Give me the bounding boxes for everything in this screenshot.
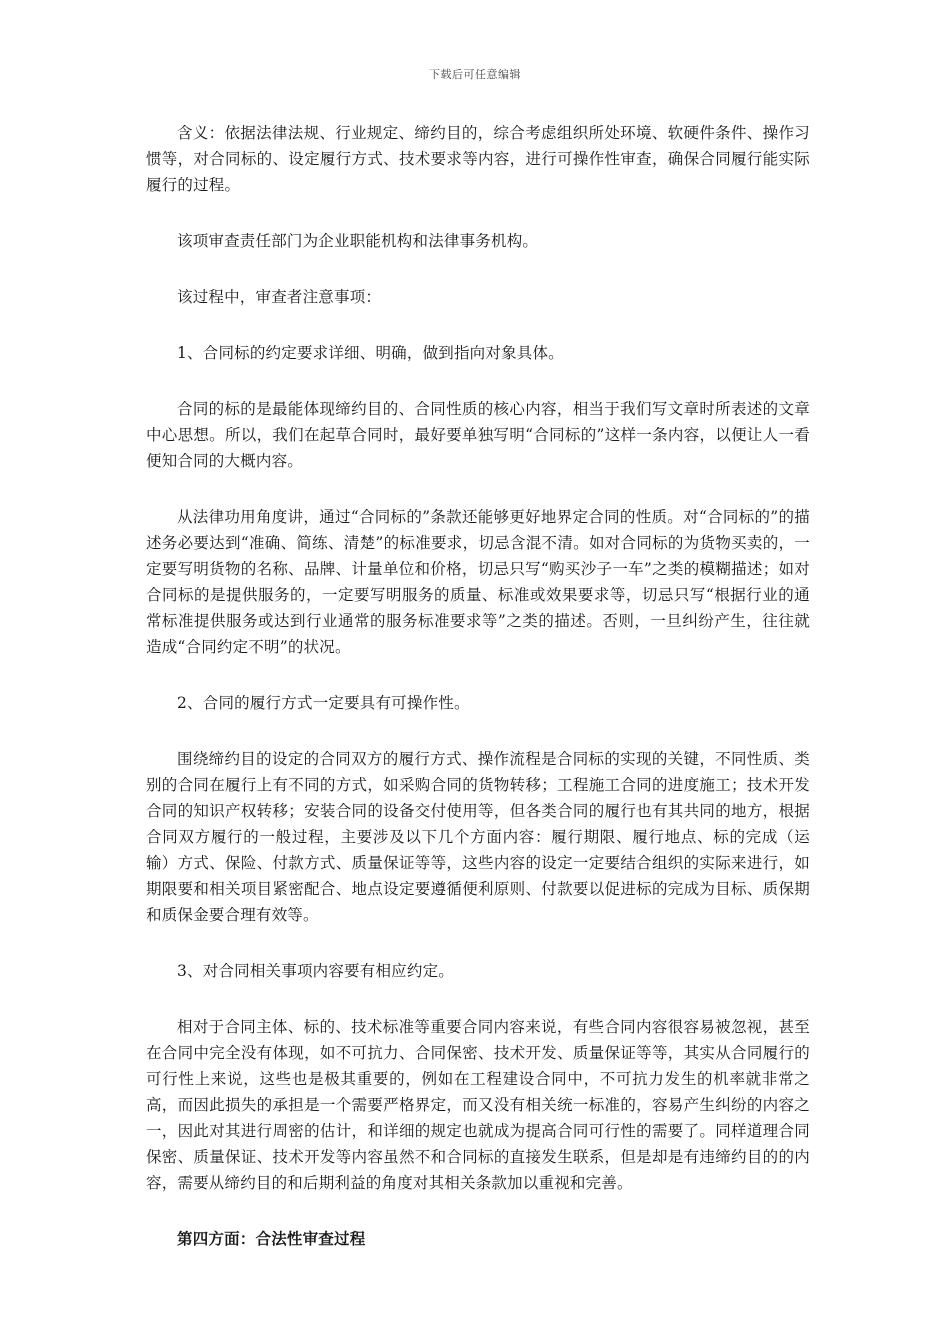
paragraph-item-2-detail: 围绕缔约目的设定的合同双方的履行方式、操作流程是合同标的实现的关键，不同性质、类别的合同在履行上有不同的方式，如采购合同的货物转移；工程施工合同的进度施工；技术开发合同的知识产权转移；安装合同的设备交付使用等，但各类合同的履行也有其共同的地方，根据合同双方履行的一般过程，主要涉及以下几个方面内容：履行期限、履行地点、标的完成（运输）方式、保险、付款方式、质量保证等等，这些内容的设定一定要结合组织的实际来进行，如期限要和相关项目紧密配合、地点设定要遵循便利原则、付款要以促进标的完成为目标、质保期和质保金要合理有效等。 xyxy=(146,750,810,924)
document-body xyxy=(146,120,810,1252)
paragraph-item-2: 2、合同的履行方式一定要具有可操作性。 xyxy=(177,694,470,712)
section-heading: 第四方面：合法性审查过程 xyxy=(177,1230,366,1248)
paragraph-definition: 含义：依据法律法规、行业规定、缔约目的，综合考虑组织所处环境、软硬件条件、操作习惯等，对合同标的、设定履行方式、技术要求等内容，进行可操作性审查，确保合同履行能实际履行的过程。 xyxy=(146,124,810,194)
page-header: 下载后可任意编辑 xyxy=(429,68,521,81)
paragraph-item-1-legal: 从法律功用角度讲，通过“合同标的”条款还能够更好地界定合同的性质。对“合同标的”的描述务必要达到“准确、简练、清楚”的标准要求，切忌含混不清。如对合同标的为货物买卖的，一定要写明货物的名称、品牌、计量单位和价格，切忌只写“购买沙子一车”之类的模糊描述；如对合同标的是提供服务的，一定要写明服务的质量、标准或效果要求等，切忌只写“根据行业的通常标准提供服务或达到行业通常的服务标准要求等”之类的描述。否则，一旦纠纷产生，往往就造成“合同约定不明”的状况。 xyxy=(146,508,810,656)
paragraph-notes-intro: 该过程中，审查者注意事项： xyxy=(177,288,382,306)
paragraph-item-1: 1、合同标的约定要求详细、明确，做到指向对象具体。 xyxy=(177,344,564,362)
paragraph-item-3-detail: 相对于合同主体、标的、技术标准等重要合同内容来说，有些合同内容很容易被忽视，甚至在合同中完全没有体现，如不可抗力、合同保密、技术开发、质量保证等等，其实从合同履行的可行性上来说，这些也是极其重要的，例如在工程建设合同中，不可抗力发生的机率就非常之高，而因此损失的承担是一个需要严格界定，而又没有相关统一标准的，容易产生纠纷的内容之一，因此对其进行周密的估计，和详细的规定也就成为提高合同可行性的需要了。同样道理合同保密、质量保证、技术开发等内容虽然不和合同标的直接发生联系，但是却是有违缔约目的的内容，需要从缔约目的和后期利益的角度对其相关条款加以重视和完善。 xyxy=(146,1018,810,1192)
paragraph-item-3: 3、对合同相关事项内容要有相应约定。 xyxy=(177,962,454,980)
paragraph-item-1-detail: 合同的标的是最能体现缔约目的、合同性质的核心内容，相当于我们写文章时所表述的文章中心思想。所以，我们在起草合同时，最好要单独写明“合同标的”这样一条内容，以便让人一看便知合同的大概内容。 xyxy=(146,400,810,470)
paragraph-responsible-dept: 该项审查责任部门为企业职能机构和法律事务机构。 xyxy=(177,232,539,250)
